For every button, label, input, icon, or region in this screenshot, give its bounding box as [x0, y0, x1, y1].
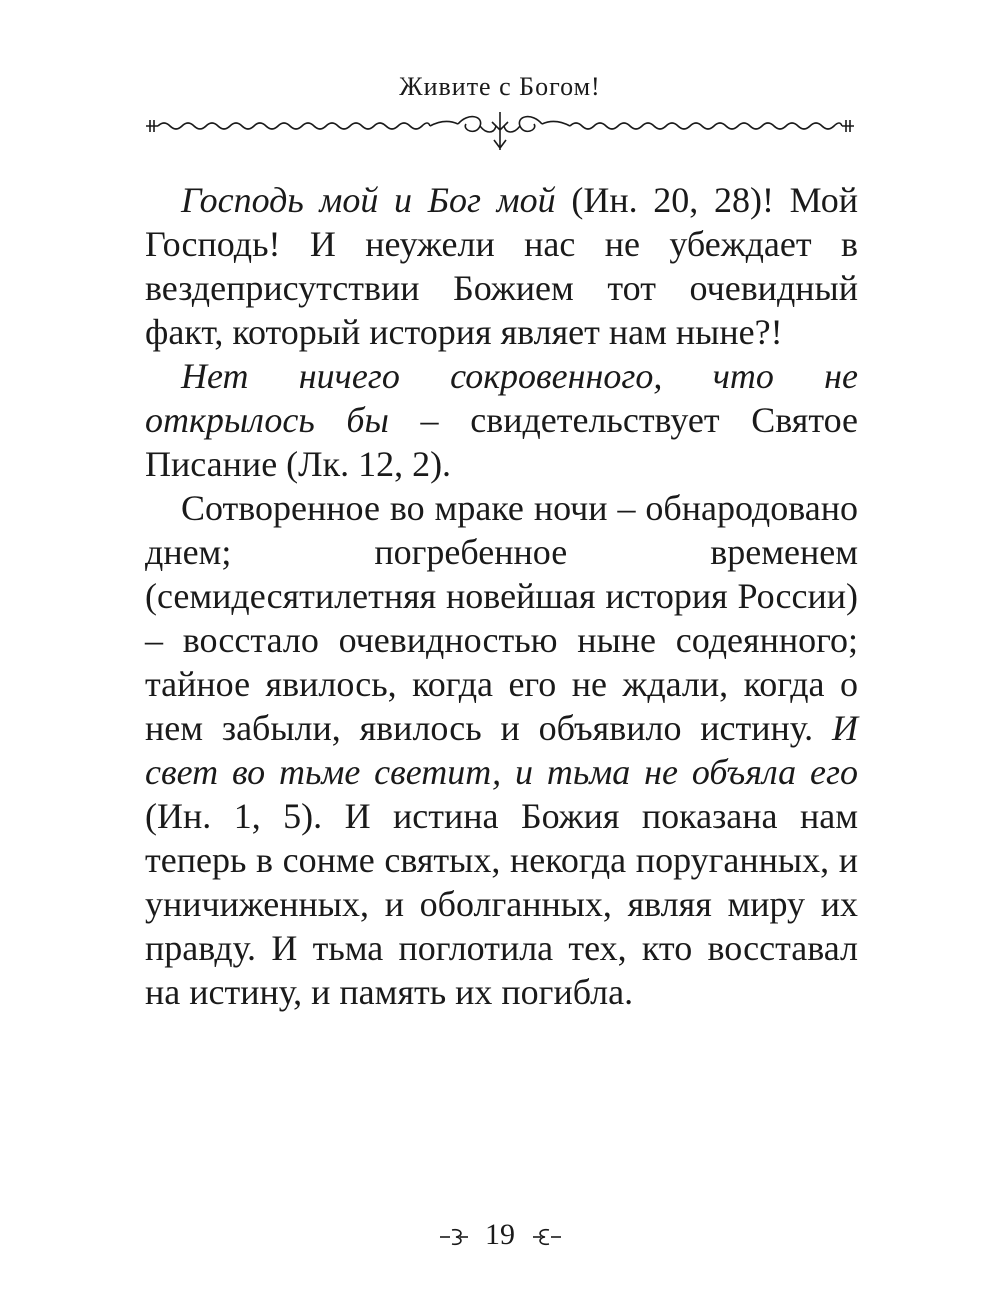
paragraph-text: (Ин. 20, 28)! Мой Господь! И неужели нас не убеждает в вездеприсутствии Божием тот очевидный факт, который история являет нам ныне?! [145, 180, 858, 352]
folio [0, 1218, 1000, 1252]
paragraph-2 [145, 354, 858, 486]
paragraph-3 [145, 486, 858, 1014]
running-title: Живите с Богом! [399, 72, 601, 101]
scripture-quote: Господь мой и Бог мой [181, 180, 556, 220]
page-number: 19 [485, 1218, 515, 1251]
paragraph-text: – свидетельствует Святое Писание (Лк. 12, 2). [145, 400, 858, 484]
paragraph-text: (Ин. 1, 5). И истина Божия показана нам теперь в сонме святых, некогда поруганных, и уничиженных, и оболганных, являя миру их правду. И тьма поглотила тех, кто восставал на истину, и память их погибла. [145, 796, 858, 1012]
paragraph-1 [145, 178, 858, 354]
scripture-quote: И свет во тьме светит, и тьма не объяла его [145, 708, 858, 792]
scripture-quote: Нет ничего сокровенного, что не открылось бы [145, 356, 858, 440]
scroll-divider-icon [140, 108, 860, 158]
running-header [0, 72, 1000, 102]
folio-flourish-icon [438, 1222, 472, 1252]
paragraph-text: Сотворенное во мраке ночи – обнародовано днем; погребенное временем (семидесятилетняя новейшая история России) – восстало очевидностью ныне содеянного; тайное явилось, когда его не ждали, когда о нем забыли, явилось и объявило истину. [145, 488, 858, 748]
folio-flourish-icon [529, 1222, 563, 1252]
body-text [145, 178, 858, 1014]
